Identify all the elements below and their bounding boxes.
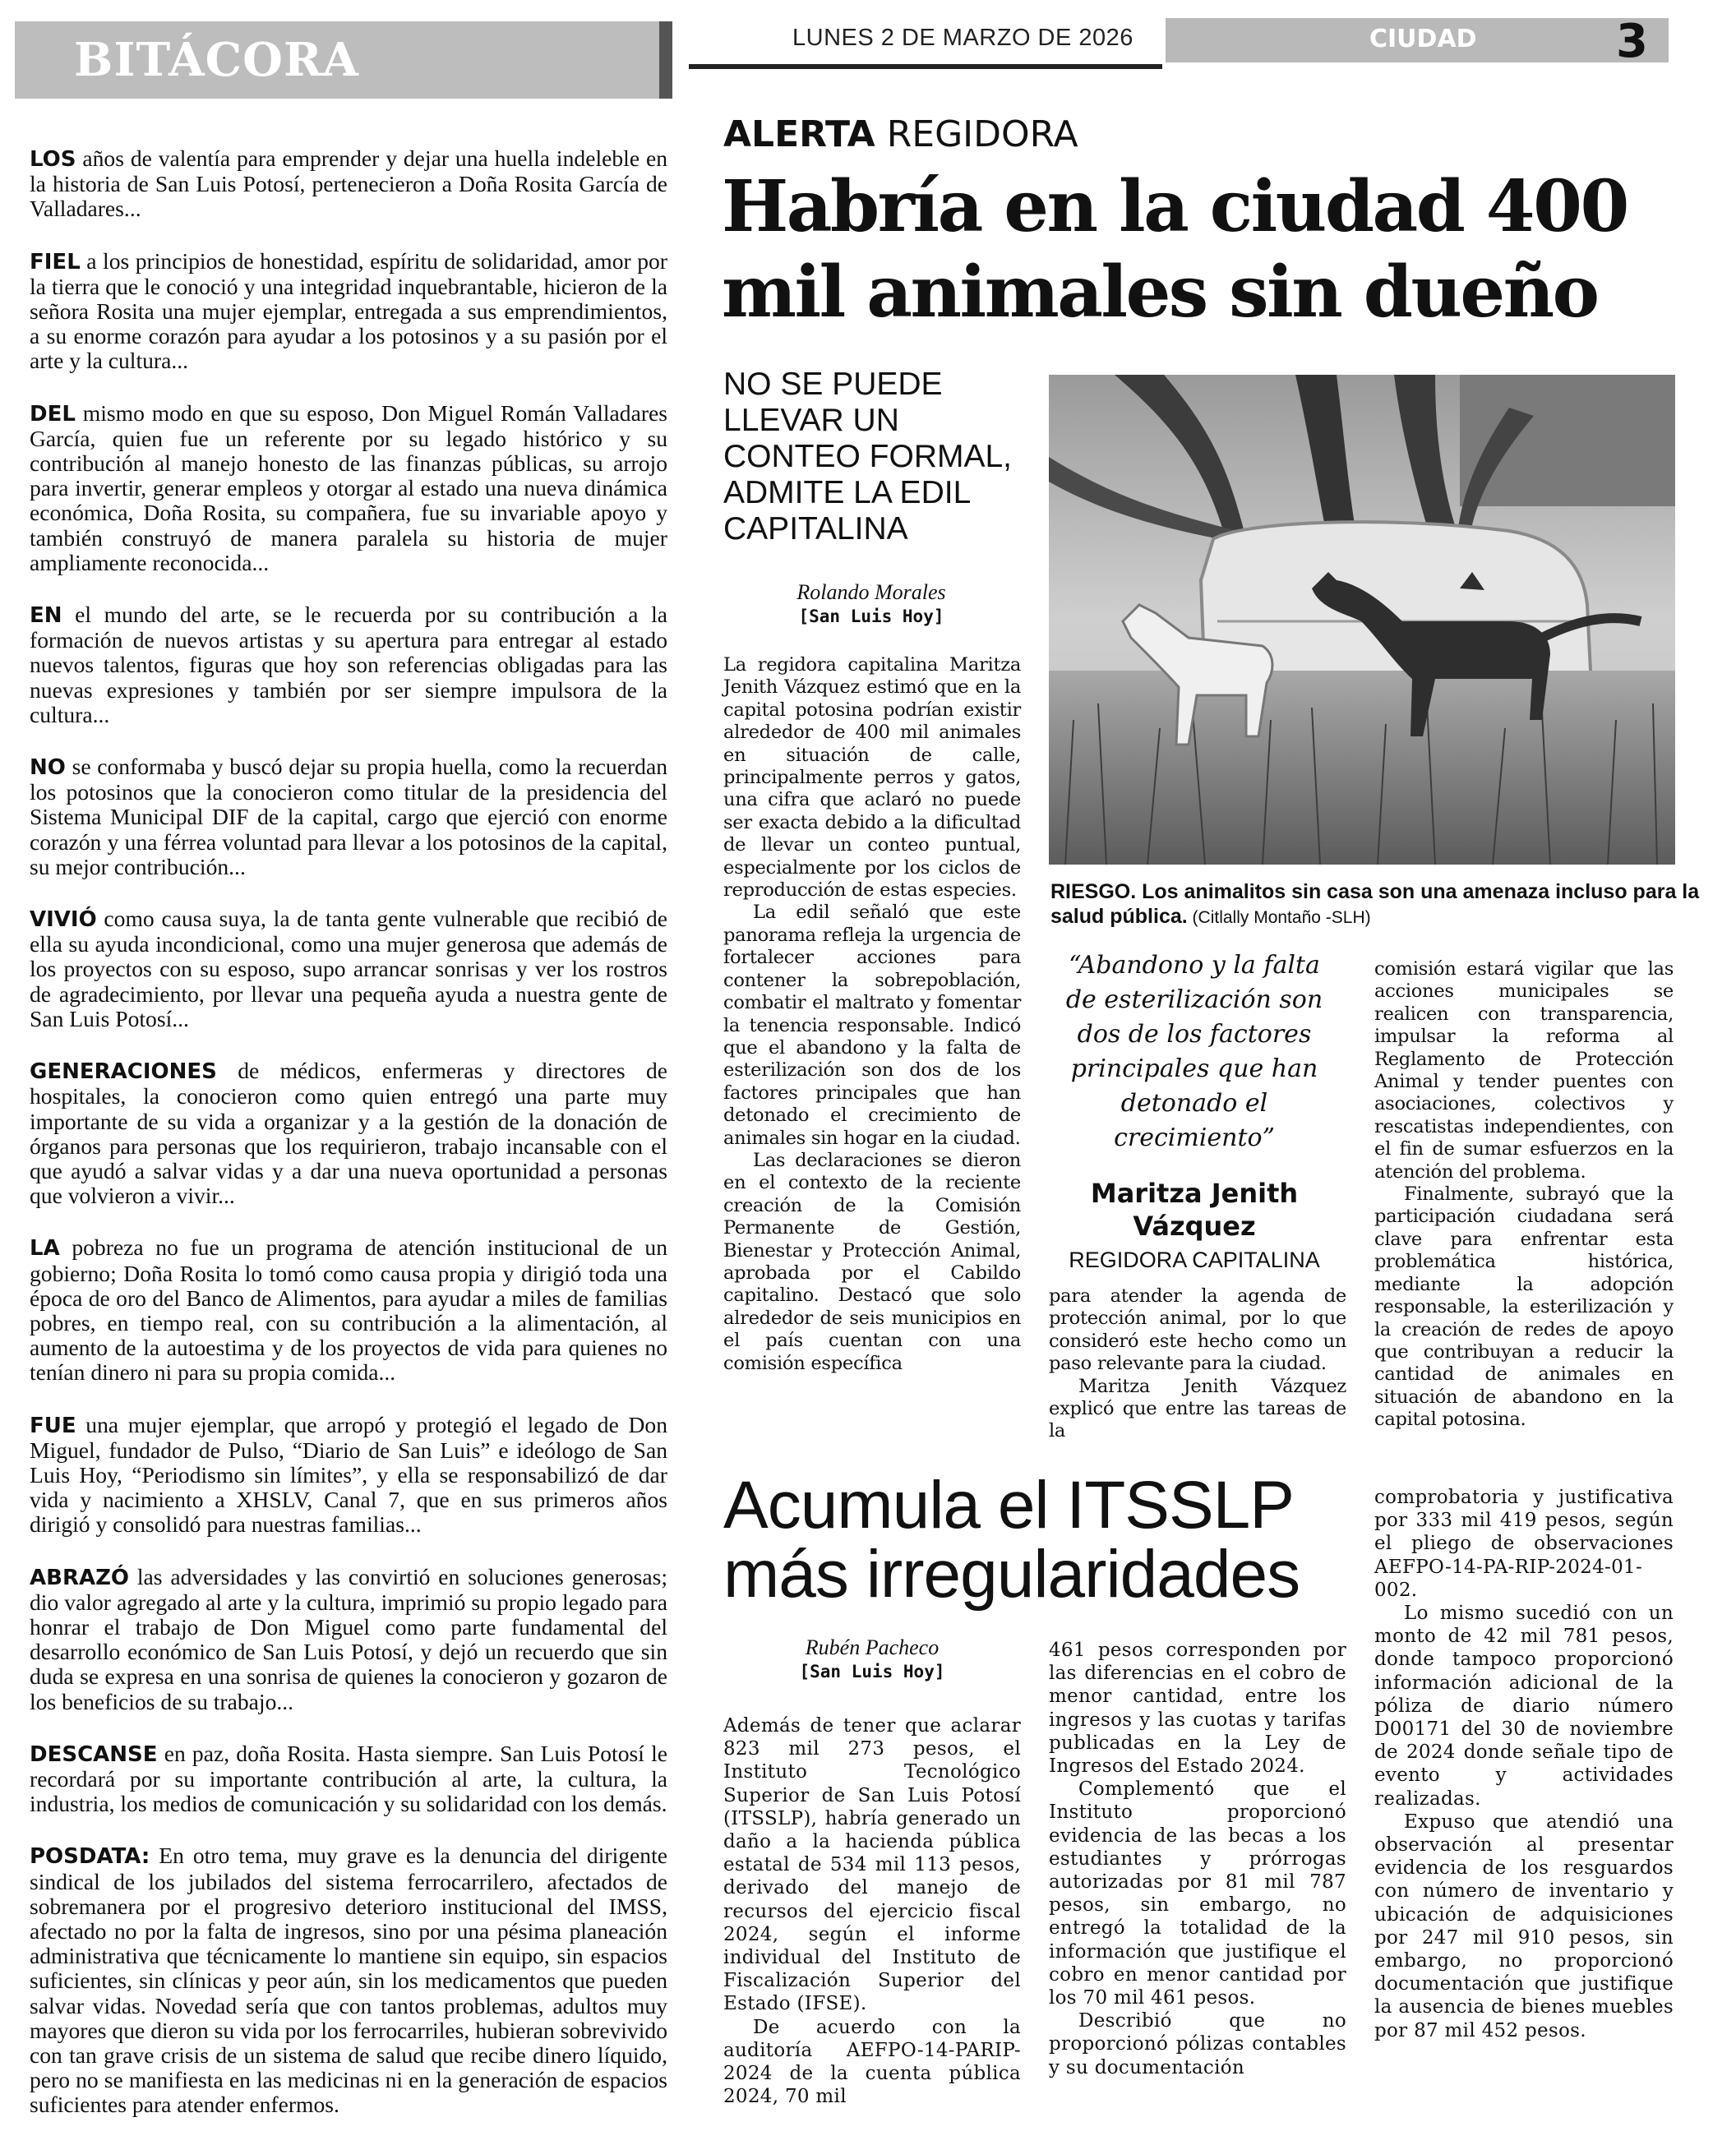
story1-photo (1049, 375, 1675, 865)
story1-pull-quote (1052, 948, 1337, 1273)
bitacora-paragraph: ABRAZÓ las adversidades y las convirtió en soluciones generosas; dio valor agregado al arte y la cultura, imprimió su propio legado para honrar el trabajo de Don Miguel como parte fundamental del desarrollo económico de San Luis Potosí, y dejó un recuerdo que sin duda se expresa en una sonrisa de quienes la conocieron y gozaron de los beneficios de su trabajo... (30, 1563, 667, 1714)
story1-byline: Rolando Morales [San Luis Hoy] (796, 580, 946, 626)
story1-deck: NO SE PUEDE LLEVAR UN CONTEO FORMAL, ADMITE LA EDIL CAPITALINA (723, 367, 1013, 547)
bitacora-paragraph: GENERACIONES de médicos, enfermeras y directores de hospitales, la conocieron como quien entregó una parte muy importante de su vida a organizar y a la gestión de la donación de órganos para personas que los requirieron, trabajo incansable con el que ayudó a salvar vidas y a dar una nueva oportunidad a personas que volvieron a vivir... (30, 1058, 667, 1209)
story1-headline: Habría en la ciudad 400 mil animales sin dueño (722, 165, 1628, 334)
header-rule (689, 64, 1162, 69)
bitacora-paragraph: DEL mismo modo en que su esposo, Don Miguel Román Valladares García, quien fue un referente por su legado histórico y su contribución al manejo honesto de las finanzas públicas, su arrojo para invertir, generar empleos y otorgar al estado una nueva dinámica económica, Doña Rosita, su compañera, fue su invariable apoyo y también construyó de manera paralela su historia de mujer ampliamente reconocida... (30, 399, 667, 575)
pull-quote-name: Maritza Jenith Vázquez (1090, 1178, 1299, 1242)
story1-column-3: comisión estará vigilar que las acciones municipales se realicen con transparencia, impulsar la reforma al Reglamento de Protección Animal y tender puentes con asociaciones, colectivos y rescatistas independientes, con el fin de sumar esfuerzos en la atención del problema. Finalmente, subrayó que la participación ciudadana será clave para enfrentar esta problemática histórica, mediante la adopción responsable, la esterilización y la creación de redes de apoyo que contribuyan a reducir la cantidad de animales en situación de abandono en la capital potosina. (1374, 958, 1674, 1431)
story2-column-3: comprobatoria y justificativa por 333 mil 419 pesos, según el pliego de observaciones AEFPO-14-PA-RIP-2024-01-002. Lo mismo sucedió con un monto de 42 mil 781 pesos, donde tampoco proporcionó información adicional de la póliza de diario número D00171 del 30 de noviembre de 2024 donde señale tipo de evento y actividades realizadas. Expuso que atendió una observación al presentar evidencia de los resguardos con número de inventario y ubicación de adquisiciones por 247 mil 910 pesos, sin embargo, no proporcionó documentación que justifique la ausencia de bienes muebles por 87 mil 452 pesos. (1374, 1487, 1674, 2041)
page-number: 3 (1616, 15, 1648, 68)
story2-column-1: Además de tener que aclarar 823 mil 273 pesos, el Instituto Tecnológico Superior de San Luis Potosí (ITSSLP), habría generado un daño a la hacienda pública estatal de 534 mil 113 pesos, derivado del manejo de recursos del ejercicio fiscal 2024, según el informe individual del Instituto de Fiscalización Superior del Estado (IFSE). De acuerdo con la auditoría AEFPO-14-PARIP-2024 de la cuenta pública 2024, 70 mil (723, 1715, 1021, 2108)
story2-column-2: 461 pesos corresponden por las diferencias en el cobro de menor cantidad, entre los ingresos y las cuotas y tarifas publicadas en la Ley de Ingresos del Estado 2024. Complementó que el Instituto proporcionó evidencia de las becas a los estudiantes y prórrogas autorizadas por 81 mil 787 pesos, sin embargo, no entregó la totalidad de la información que justifique el cobro en menor cantidad por los 70 mil 461 pesos. Describió que no proporcionó pólizas contables y su documentación (1049, 1640, 1346, 2078)
bitacora-paragraph: FUE una mujer ejemplar, que arropó y protegió el legado de Don Miguel, fundador de Pulso, “Diario de San Luis” e ideólogo de San Luis Hoy, “Periodismo sin límites”, y ella se responsabilizó de dar vida y nacimiento a XHSLV, Canal 7, que en sus primeros años dirigió y consolidó para nuestras familias... (30, 1411, 667, 1538)
bitacora-paragraph: POSDATA: En otro tema, muy grave es la denuncia del dirigente sindical de los jubilados del sistema ferrocarrilero, afectados de sobremanera por el progresivo deterioro institucional del IMSS, afectado no por la falta de ingresos, sino por una pésima planeación administrativa que técnicamente lo mantiene sin equipo, sin espacios suficientes, sin clínicas y peor aún, sin los medicamentos que pueden salvar vidas. Novedad sería que con tantos problemas, adultos muy mayores que dieron su vida por los ferrocarriles, hubieran sobrevivido con tan grave crisis de un sistema de salud que recibe dinero líquido, pero no se manifiesta en las medicinas ni en la generación de espacios suficientes para atender enfermos. (30, 1843, 667, 2118)
story2-headline: Acumula el ITSSLP más irregularidades (723, 1468, 1300, 1612)
bitacora-column (0, 0, 682, 2118)
bitacora-paragraph: EN el mundo del arte, se le recuerda por su contribución a la formación de nuevos artistas y su apertura para entregar al estado nuevos talentos, figuras que hoy son referencias obligadas para las nuevas expresiones y también por ser siempre impulsora de la cultura... (30, 602, 667, 727)
bitacora-paragraph: LOS años de valentía para emprender y dejar una huella indeleble en la historia de San Luis Potosí, pertenecieron a Doña Rosita García de Valladares... (30, 145, 667, 222)
bitacora-body (30, 146, 667, 2145)
section-name: CIUDAD (1369, 25, 1477, 53)
story1-column-2: para atender la agenda de protección animal, por lo que consideró este hecho como un paso relevante para la ciudad. Maritza Jenith Vázquez explicó que entre las tareas de la (1049, 1285, 1346, 1442)
bitacora-paragraph: VIVIÓ como causa suya, la de tanta gente vulnerable que recibió de ella su ayuda incondicional, como una mujer generosa que además de los proyectos con su esposo, supo arrancar sonrisas y ver los rostros de agradecimiento, por llevar una pequeña ayuda a nuestra gente de San Luis Potosí... (30, 906, 667, 1031)
page-date: LUNES 2 DE MARZO DE 2026 (792, 25, 1133, 51)
bitacora-title: BITÁCORA (74, 33, 359, 87)
pull-quote-title: REGIDORA CAPITALINA (1069, 1248, 1320, 1272)
page-header (689, 15, 1708, 68)
bitacora-paragraph: LA pobreza no fue un programa de atención institucional de un gobierno; Doña Rosita lo tomó como causa propia y dirigió toda una época de oro del Banco de Alimentos, para ayudar a miles de familias pobres, en tiempo real, con su contribución a la alimentación, al aumento de la autoestima y de los proyectos de vida para quienes no tenían dinero ni para su propia comida... (30, 1234, 667, 1386)
dogs-photo-illustration (1049, 375, 1675, 865)
bitacora-paragraph: FIEL a los principios de honestidad, espíritu de solidaridad, amor por la tierra que le conoció y una integridad inquebrantable, hicieron de la señora Rosita una mujer ejemplar, entregada a sus emprendimientos, a su enorme corazón para ayudar a los potosinos y a su pasión por el arte y la cultura... (30, 247, 667, 374)
story1-photo-caption: RIESGO. Los animalitos sin casa son una amenaza incluso para la salud pública. (Citlally Montaño -SLH) (1050, 880, 1700, 928)
bitacora-paragraph: DESCANSE en paz, doña Rosita. Hasta siempre. San Luis Potosí le recordará por su importante contribución al arte, la cultura, la industria, los medios de comunicación y su solidaridad con los demás. (30, 1740, 667, 1817)
story1-column-1: La regidora capitalina Maritza Jenith Vázquez estimó que en la capital potosina podrían existir alrededor de 400 mil animales en situación de calle, principalmente perros y gatos, una cifra que aclaró no puede ser exacta debido a la dificultad de llevar un conteo puntual, especialmente por los ciclos de reproducción de estas especies. La edil señaló que este panorama refleja la urgencia de fortalecer acciones para contener la sobrepoblación, combatir el maltrato y fomentar la tenencia responsable. Indicó que el abandono y la falta de esterilización son dos de los factores principales que han detonado el crecimiento de animales sin hogar en la ciudad. Las declaraciones se dieron en el contexto de la reciente creación de la Comisión Permanente de Gestión, Bienestar y Protección Animal, aprobada por el Cabildo capitalino. Destacó que solo alrededor de seis municipios en el país cuentan con una comisión específica (723, 654, 1021, 1374)
story1-kicker: ALERTA REGIDORA (723, 113, 1078, 155)
bitacora-paragraph: NO se conformaba y buscó dejar su propia huella, como la recuerdan los potosinos que la conocieron como titular de la presidencia del Sistema Municipal DIF de la capital, cargo que ejerció con enorme corazón y una férrea voluntad para llevar a los potosinos de la capital, su mejor contribución... (30, 754, 667, 879)
pull-quote-text: “Abandono y la falta de esterilización son dos de los factores principales que han detonado el crecimiento” (1065, 951, 1323, 1152)
section-banner (1166, 18, 1669, 62)
bitacora-header (15, 21, 672, 99)
story2-byline: Rubén Pacheco [San Luis Hoy] (799, 1635, 945, 1681)
